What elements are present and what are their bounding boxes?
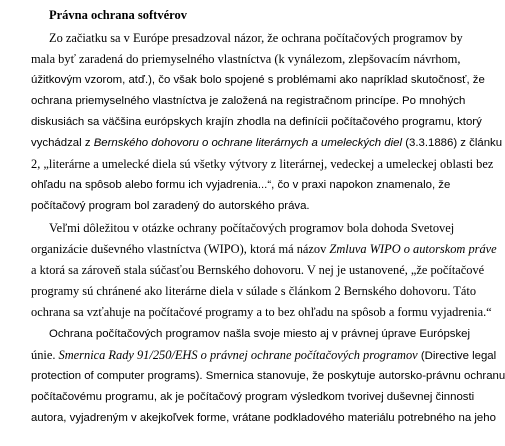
text-line: ochrana sa vzťahuje na počítačové programy a to bez ohľadu na spôsob a formu vyjadrenia.“ — [31, 305, 492, 319]
text-line: Veľmi dôležitou v otázke ochrany počítačových programov bola dohoda Svetovej — [49, 221, 455, 235]
text-line: úžitkovým vzorom, atď.), čo však bolo spojené s problémami ako napríklad skutočnosť, že — [31, 74, 485, 86]
text-run: organizácie duševného vlastníctva (WIPO), ktorá má názov — [31, 242, 330, 256]
text-line: autora, vyjadreným v akejkoľvek forme, vrátane podkladového materiálu potrebného na jeho — [31, 412, 496, 424]
text-line: protection of computer programs). Smernica stanovuje, že poskytuje autorsko-právnu ochranu — [31, 370, 505, 382]
text-line: počítačový program bol zaradený do autorského práva. — [31, 200, 310, 212]
italic-title: Smernica Rady 91/250/EHS o právnej ochrane počítačových programov — [58, 348, 418, 362]
text-line: 2, „literárne a umelecké diela sú všetky výtvory z literárnej, vedeckej a umeleckej oblasti bez — [31, 157, 494, 171]
text-line — [31, 242, 497, 256]
text-run: (3.3.1886) z článku — [402, 137, 503, 149]
text-run: (Directive legal — [417, 350, 497, 362]
text-line — [31, 136, 503, 150]
text-line: mala byť zaradená do priemyselného vlastníctva (k vynálezom, zlepšovacím návrhom, — [31, 52, 461, 66]
text-line: Zo začiatku sa v Európe presadzoval názor, že ochrana počítačových programov by — [49, 31, 463, 45]
italic-title: Zmluva WIPO o autorskom práve — [329, 242, 497, 256]
text-line: a ktorá sa zároveň stala súčasťou Bernského dohovoru. V nej je ustanovené, „že počítačové — [31, 263, 485, 277]
text-line — [31, 348, 497, 363]
italic-title: Bernského dohovoru o ochrane literárnych a umeleckých diel — [93, 137, 403, 149]
text-line: diskusiách sa väčšina európskych krajín zhodla na definícii počítačového programu, ktorý — [31, 116, 482, 128]
text-run: vychádzal z — [31, 137, 94, 149]
text-line: programy sú chránené ako literárne diela v súlade s článkom 2 Bernského dohovoru. Táto — [31, 284, 477, 298]
text-line: Ochrana počítačových programov našla svoje miesto aj v právnej úprave Európskej — [49, 328, 471, 340]
section-heading: Právna ochrana softvérov — [49, 8, 187, 22]
text-run: únie. — [31, 348, 59, 362]
text-line: ochrana priemyselného vlastníctva je založená na registračnom princípe. Po mnohých — [31, 95, 466, 107]
text-line: ohľadu na spôsob alebo formu ich vyjadrenia...“, čo v praxi napokon znamenalo, že — [31, 179, 451, 191]
text-line: počítačovému programu, ak je počítačový program výsledkom tvorivej duševnej činnosti — [31, 391, 475, 403]
